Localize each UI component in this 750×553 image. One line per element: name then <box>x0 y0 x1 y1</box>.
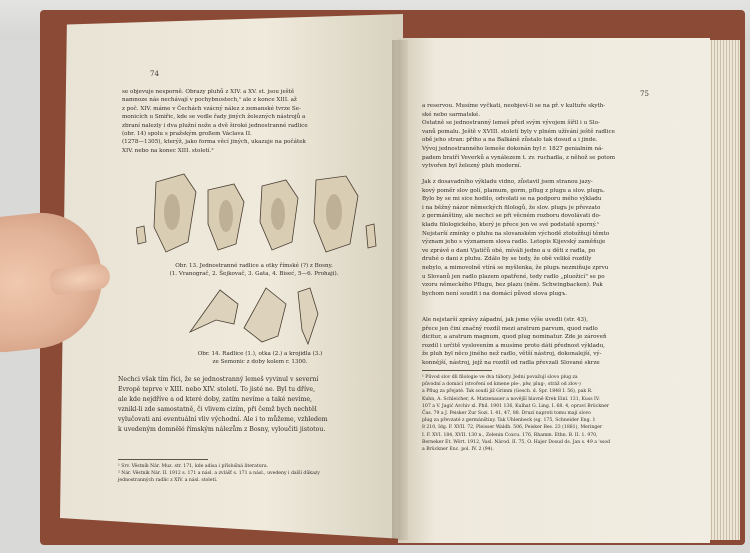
left-footnote-rule <box>118 459 208 460</box>
left-paragraph-1: se objevuje nesporně. Obrazy pluhů z XIV. a XV. st. jsou ještě namnoze nás nechávají v pochybnostech,¹ ale z konce XIII. až z poč. XIV. máme v Čechách vzácný nález z zemanské tvrze Se- monicích u Smiřic, kde se vedle řady jiných železných nástrojů a zbraní nalezly i dva plužní nože a dvě široké jednostranné radlice (obr. 14) spolu s pražským großem Václava II. (1278—1305), kterýž, jako forma věcí jiných, ukazuje na počátek XIV. nebo na konec XIII. století.² <box>122 89 308 154</box>
right-paragraph-3: Ale nejstarší zprávy západní, jak jsme výše uvedli (str. 43), přece jen činí značný rozdíl mezi aratrum parvum, quod radlo dicitur, a aratrum magnum, quod plug nominatur. Zde je zároveň rozdíl i určitě vyslovením a musíme proto dáti přednost výkladu, že pluh byl něco jiného než radlo, větší nástroj, dokonalejší, vý- konnější, nástroj, jejž na rozdíl od radla převzali Slované skrze <box>422 317 607 366</box>
right-paragraph-2: Jak z dosavadního výkladu vidno, zůstavil jsem stranou jazy- kový poměr slov golí, plamum, gorm, pflug z plugu a slov. plugъ. Bylo by se mi sice hodilo, odvolati se na podporu mého výkladu i na běžný názor německých filologů, že slov. plugъ je převzato z germánštiny, ale nechci se při věcném rozboru dovolávati do- kladu filologického, který je přece jen ve své podstatě sporný.¹ Nejstarší zmínky o pluhu na slovanském východě ztotožňují těmto význam jeho s významem slova radlo. Letopis Kijevský zaměňuje ve zprávě o dani Vjatičů obé, míváli jedno a u děti z radla, po druhé o dani z pluhu. Zdálo by se tedy, že obě veliké rozdíly nebylo, a mimovolně vtírá se myšlenka, že plugъ nezmiňuje zprvu u Slovanů jen radlo plazem opatřené, tedy radlo „pluožicí" se po vzoru německého Pflugu, bez plazu (něm. Schwingbacken). Pak bychom není soudit i na domácí původ slova plugъ. <box>422 179 610 297</box>
right-page-number: 75 <box>640 90 649 98</box>
right-footnote-rule <box>422 370 492 371</box>
coulter-5 <box>136 226 146 244</box>
figure-13-caption: Obr. 13. Jednostranné radlice a otky římské (?) z Bosny. (1. Vranograč, 2. Šejkovač, 3. Gata, 4. Biseć, 5—6. Prohaji). <box>169 263 339 278</box>
knife-semonice <box>298 288 318 344</box>
figure-13-plowshares <box>136 172 380 262</box>
right-paragraph-1: a reservou. Musíme vyčkati, neobjeví-li se na př. v kultuře skyth- ské nebo sarmatské. Ostatně se jednostranný lemeš před svým vývojem šířil i u Slo- vanů pomalu. Ještě v XVIII. století byly v plném užívání ještě radlice obě jeho stran: přiho a na Balkáně zůstalo tak dosud a i jinde. Vývoj jednostranného lemeše dokonán byl r. 1827 genialním ná- padem bratří Veverků a vynálezem t. zv. ruchadla, z něhož se potom vytvořen byl železný pluh moderní. <box>422 103 616 170</box>
page-edges <box>706 40 740 540</box>
book-gutter <box>392 40 408 540</box>
left-footnotes: ¹ Srv. Věstník Nár. Muz. str. 171, kde adisa i příslušná literatura. ² Nár. Věstník Nár. II. 1912 s. 171 a násl. a zvlášť s. 171 a násl., uvedeny i další důkazy jednostranných radlic z XIV. a násl. století. <box>118 464 320 483</box>
left-paragraph-2: Nechci však tím říci, že se jednostranný lemeš vyvinul v severní Evropě teprve v XIII. nebo XIV. století. To jisté ne. Byl tu dříve, ale kde nejdříve a od které doby, zatím nevíme a také nevíme, vznikl-li zde samostatně, či vlivem cizím, při čemž bych nechtěl vylučovati ani eventuální vliv východní. Ale i to můžeme, vzhledem k uvedeným domnělé římským nálezům z Bosny, vyloučiti jistotou. <box>118 376 328 433</box>
plowshare-semonice <box>190 290 238 332</box>
figure-14-caption: Obr. 14. Radlice (1.), otka (2.) a krojidla (3.) ze Semonic z doby kolem r. 1300. <box>197 351 323 366</box>
figure-14-semonice-finds <box>186 284 336 348</box>
coulter-semonice <box>244 288 286 342</box>
right-footnotes: ¹ Původ slov dlí filologie ve dva tábory. Jedni považují slovo plug za původní a domácí (stvoření od kmene ple-, plw, plug-, stráž od zlov-) a Pflug za přejaté. Tak soudí již Grimm (Gesch. d. Spr. 1848 I. 56), pak R. Kuhn, A. Schleicher, A. Matzenauer a novější hlavně Krek Einl. 131, Kuss IV. 107 a V. Jagić Archiv xl. Phil. 1901 136, Kulhat G. Ling. I. 68. 4, opraví Brückner Čas. 79 a J. Peisker Zur Sozi. I. 41, 47, 88. Druzí naproti tomu mají slovo plug za převzaté z germánštiny. Tak Uhlenbeck (sg. 175, Schneider Eng. 1 8 210, Idg. F. XVII. 72, Pleisser Waldh. 506, Peisker Bes. 23 (1881), Meringer I. F. XVI. 184, XVII. 130 n., Zelenin Coxcu. 176, Rhamm. Ethn. B. II. 1. 970, Berneker Et. Wört. 1912, Vasl. Národ. II. 75, O. Hajer Dosud ds. Jan s. 49 a 'ssod a Brückner Enc. pol. IV. 2 (94). <box>422 375 611 453</box>
coulter-6 <box>366 224 376 248</box>
left-page-number: 74 <box>150 70 159 78</box>
